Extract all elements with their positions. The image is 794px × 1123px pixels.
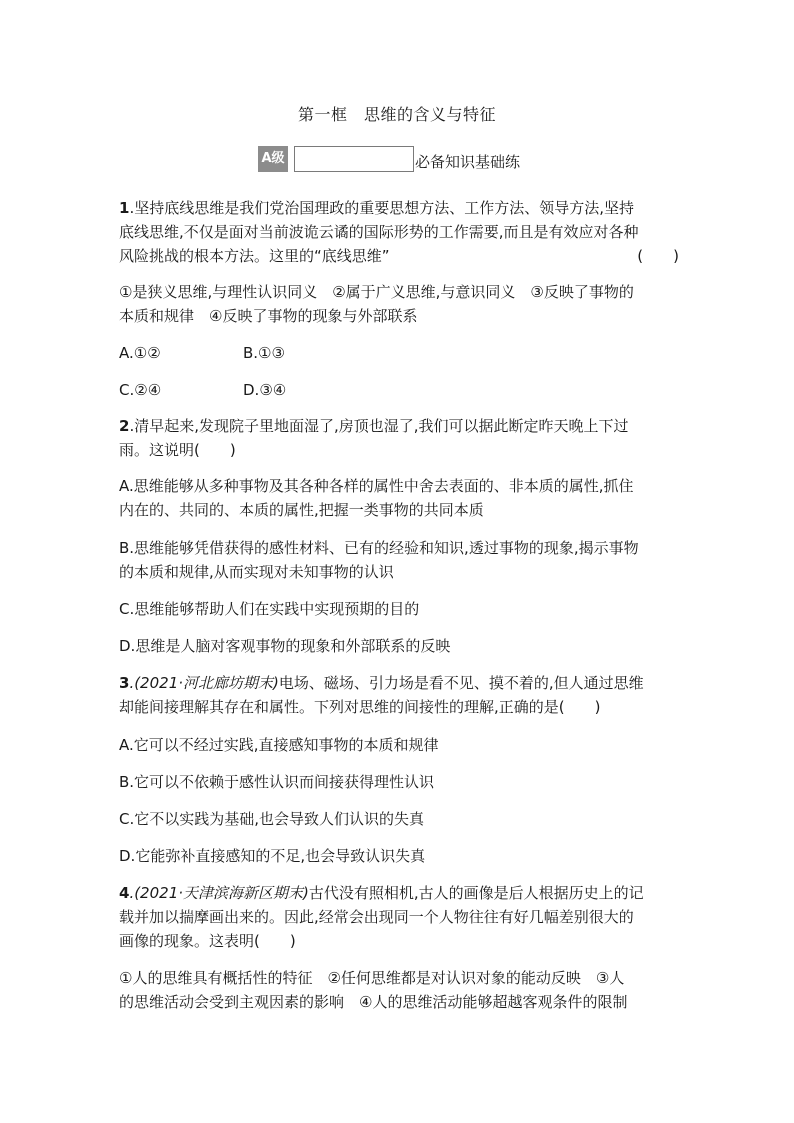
q4-stem-line-1 <box>119 883 679 903</box>
q1-stem-line-1 <box>119 198 679 218</box>
q2-number: 2 <box>119 417 130 435</box>
q2-option-b-line-2: 的本质和规律,从而实现对未知事物的认识 <box>119 563 394 581</box>
q4-stem-text-1: 古代没有照相机,古人的画像是后人根据历史上的记 <box>308 884 644 902</box>
level-badge: A级 <box>258 146 288 172</box>
q1-statements-line-2: 本质和规律 ④反映了事物的现象与外部联系 <box>119 307 418 325</box>
q4-statements-line-1: ①人的思维具有概括性的特征 ②任何思维都是对认识对象的能动反映 ③人 <box>119 969 625 987</box>
q1-option-b: B.①③ <box>243 344 285 362</box>
q3-option-a: A.它可以不经过实践,直接感知事物的本质和规律 <box>119 736 439 754</box>
q4-source: .(2021·天津滨海新区期末) <box>129 884 309 902</box>
q3-option-d: D.它能弥补直接感知的不足,也会导致认识失真 <box>119 847 426 865</box>
q3-option-c: C.它不以实践为基础,也会导致人们认识的失真 <box>119 810 425 828</box>
q1-stem-line-3 <box>119 246 679 266</box>
level-label: 必备知识基础练 <box>415 153 521 171</box>
q2-stem-line-1 <box>119 416 679 436</box>
q2-option-a-line-1: A.思维能够从多种事物及其各种各样的属性中舍去表面的、非本质的属性,抓住 <box>119 477 634 495</box>
q2-stem-text-1: .清早起来,发现院子里地面湿了,房顶也湿了,我们可以据此断定昨天晚上下过 <box>129 417 629 435</box>
q3-stem-line-1 <box>119 673 679 693</box>
q2-option-a-line-2: 内在的、共同的、本质的属性,把握一类事物的共同本质 <box>119 501 484 519</box>
q1-answer-blank: ( ) <box>637 247 679 265</box>
q1-stem-text-1: .坚持底线思维是我们党治国理政的重要思想方法、工作方法、领导方法,坚持 <box>129 199 634 217</box>
q4-number: 4 <box>119 884 130 902</box>
q1-option-a: A.①② <box>119 344 161 362</box>
q1-stem-text-3: 风险挑战的根本方法。这里的“底线思维” <box>119 247 390 265</box>
q2-stem-line-2: 雨。这说明( ) <box>119 441 236 459</box>
q4-statements-line-2: 的思维活动会受到主观因素的影响 ④人的思维活动能够超越客观条件的限制 <box>119 993 628 1011</box>
q2-option-b-line-1: B.思维能够凭借获得的感性材料、已有的经验和知识,透过事物的现象,揭示事物 <box>119 539 639 557</box>
q1-stem-line-2: 底线思维,不仅是面对当前波诡云谲的国际形势的工作需要,而且是有效应对各种 <box>119 223 639 241</box>
q2-option-d: D.思维是人脑对客观事物的现象和外部联系的反映 <box>119 637 451 655</box>
q3-stem-text-1: 电场、磁场、引力场是看不见、摸不着的,但人通过思维 <box>278 674 644 692</box>
q3-source: .(2021·河北廊坊期末) <box>129 674 279 692</box>
q4-stem-line-3: 画像的现象。这表明( ) <box>119 932 296 950</box>
q1-number: 1 <box>119 199 130 217</box>
q4-stem-line-2: 载并加以揣摩画出来的。因此,经常会出现同一个人物往往有好几幅差别很大的 <box>119 908 634 926</box>
q2-option-c: C.思维能够帮助人们在实践中实现预期的目的 <box>119 600 420 618</box>
level-name-box <box>294 146 414 172</box>
section-title: 第一框 思维的含义与特征 <box>297 105 496 124</box>
q1-option-c: C.②④ <box>119 381 162 399</box>
q1-statements-line-1: ①是狭义思维,与理性认识同义 ②属于广义思维,与意识同义 ③反映了事物的 <box>119 283 634 301</box>
q3-number: 3 <box>119 674 130 692</box>
q1-option-d: D.③④ <box>243 381 287 399</box>
q3-option-b: B.它可以不依赖于感性认识而间接获得理性认识 <box>119 773 435 791</box>
q3-stem-line-2: 却能间接理解其存在和属性。下列对思维的间接性的理解,正确的是( ) <box>119 698 601 716</box>
